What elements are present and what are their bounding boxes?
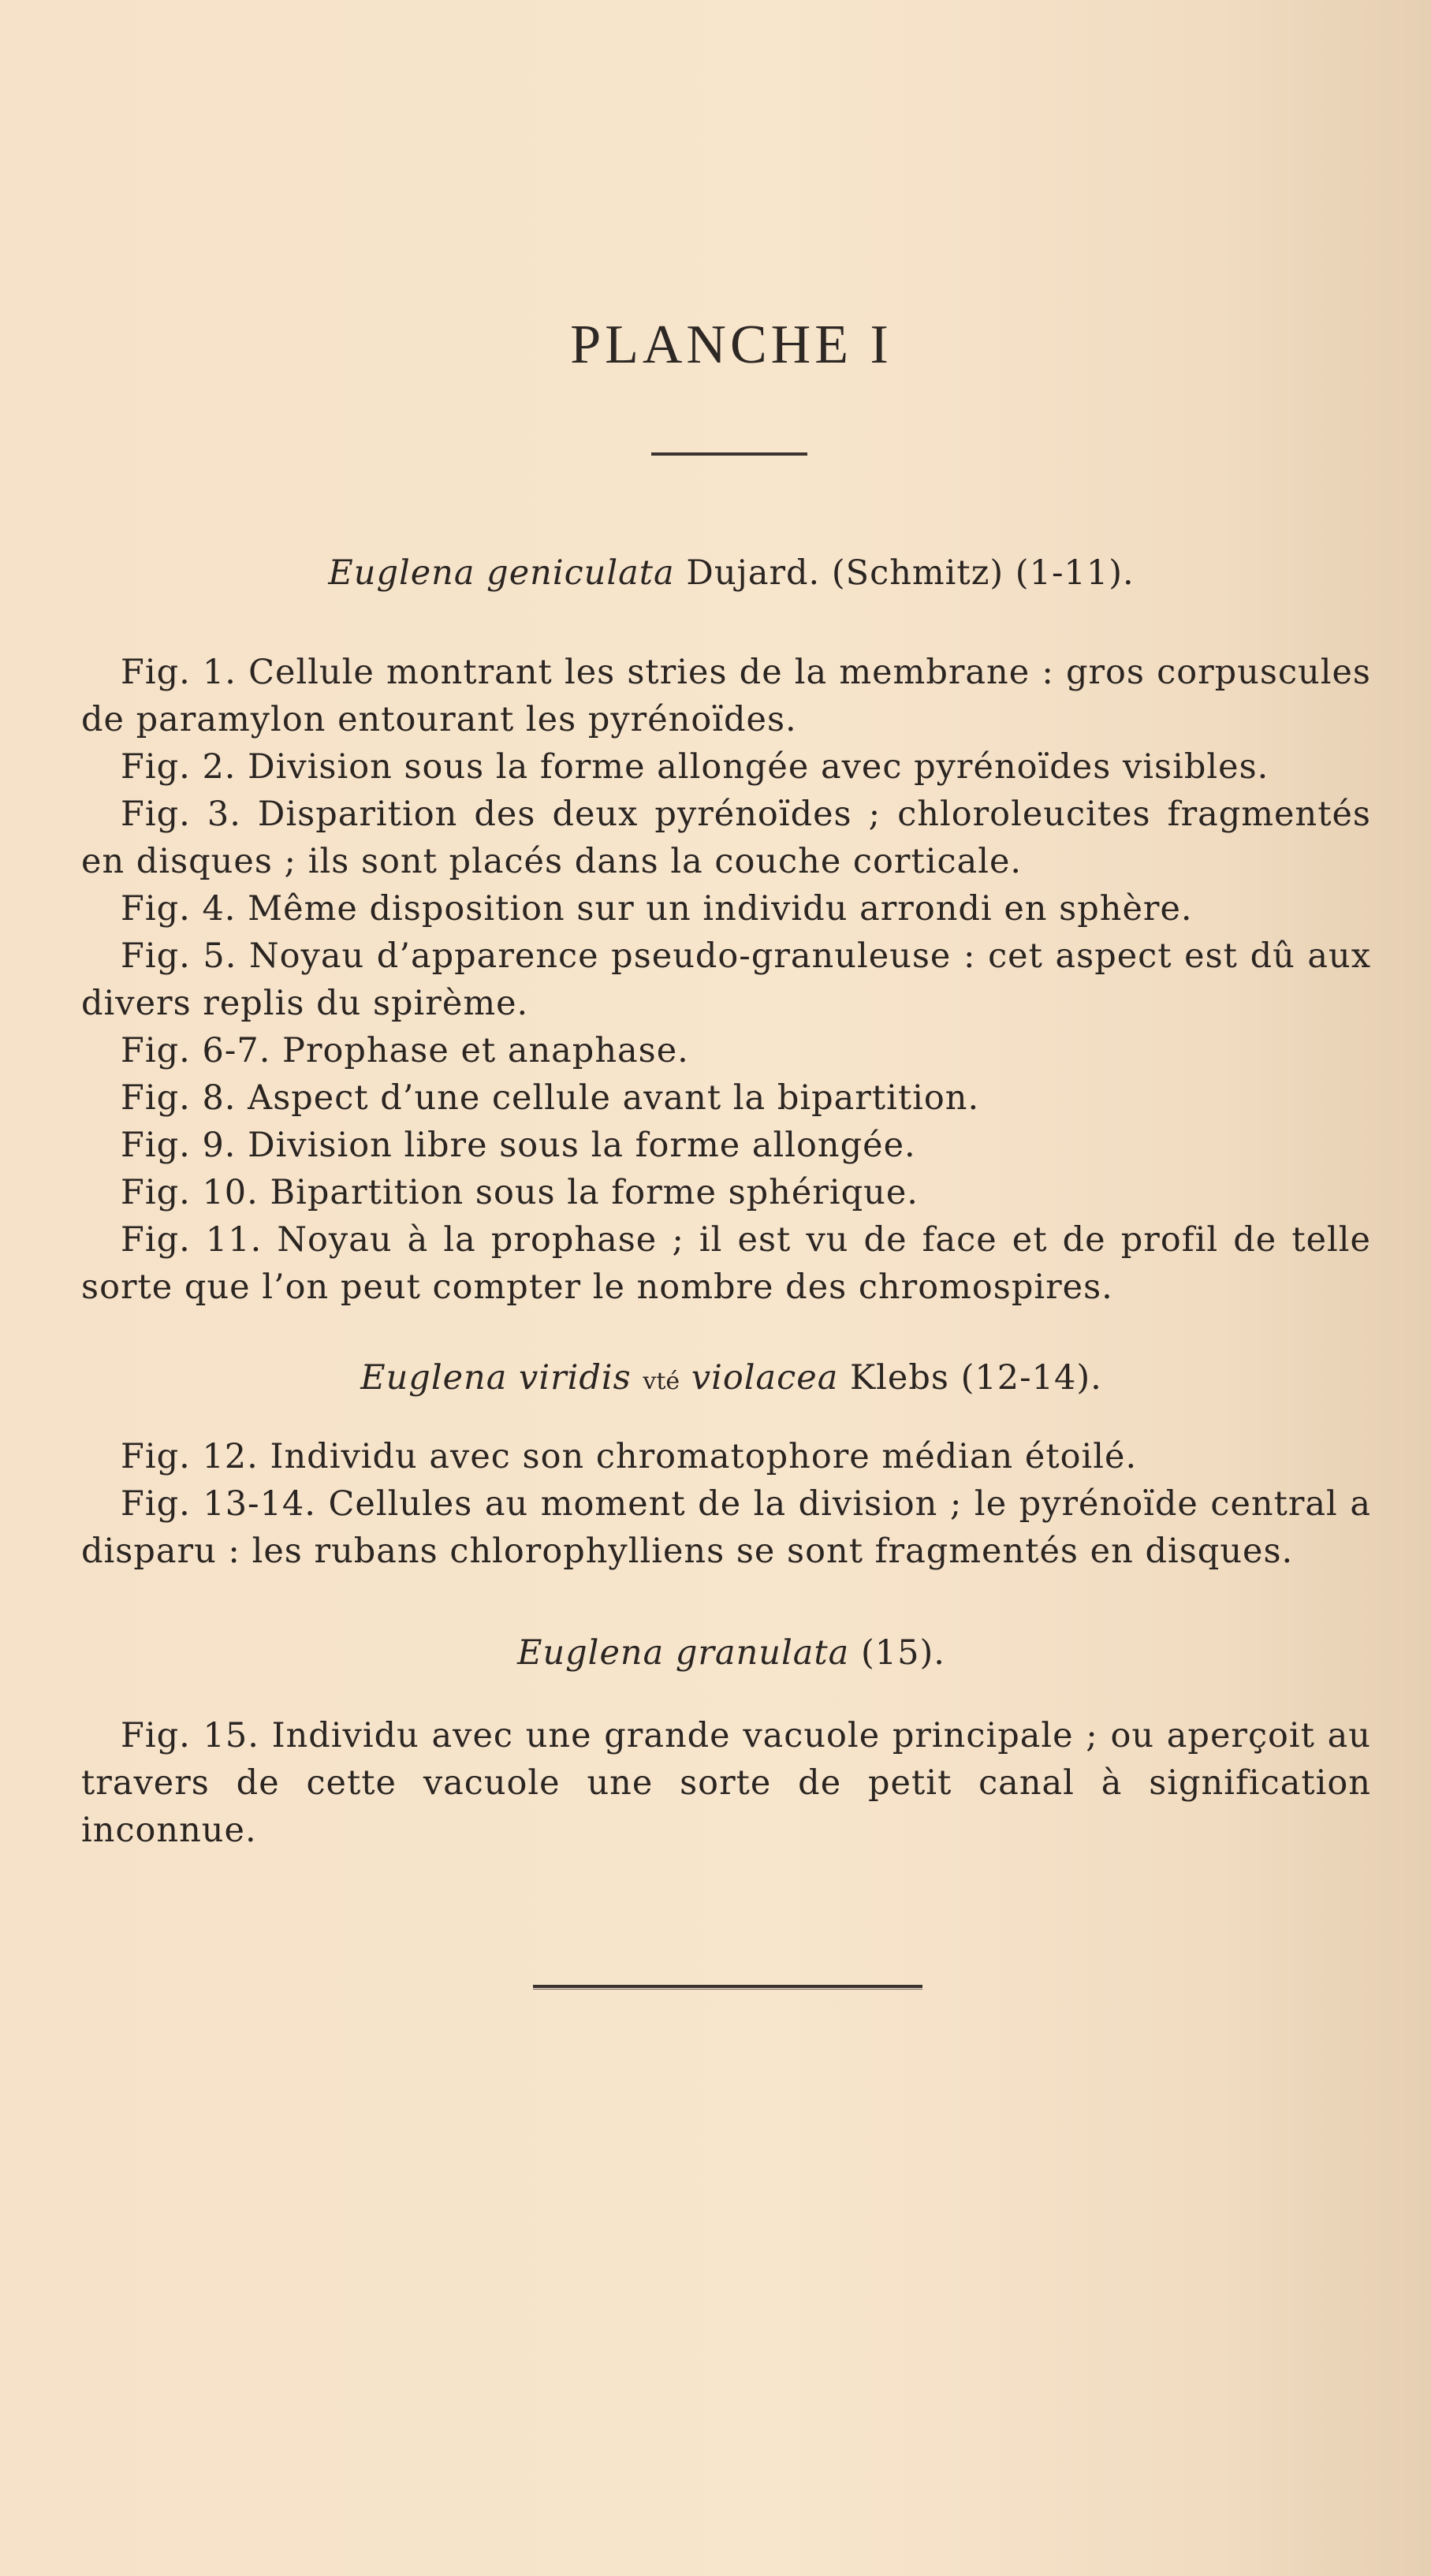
variety-abbrev: vté [643,1368,680,1395]
page-title: PLANCHE I [570,315,893,375]
variety-name: violacea [691,1358,839,1398]
caption-line: divers replis du spirème. [81,984,529,1023]
caption-line: Fig. 6-7. Prophase et anaphase. [121,1031,689,1070]
species-name: Euglena geniculata [328,553,675,593]
caption-line: en disques ; ils sont placés dans la couche corticale. [81,842,1023,881]
caption-line: Fig. 1. Cellule montrant les stries de la membrane : gros corpuscules [121,653,1371,692]
end-rule [533,1985,922,1990]
species-heading-1 [0,553,1431,593]
species-authority: Dujard. (Schmitz) (1-11). [674,553,1135,593]
species-name: Euglena viridis [360,1358,632,1398]
caption-line: disparu : les rubans chlorophylliens se sont fragmentés en disques. [81,1532,1294,1571]
figure-captions-2 [81,1433,1371,1575]
species-heading-2 [0,1358,1431,1398]
caption-line: Fig. 8. Aspect d’une cellule avant la bipartition. [121,1078,980,1118]
caption-line: Fig. 11. Noyau à la prophase ; il est vu de face et de profil de telle [121,1220,1371,1260]
species-authority: Klebs (12-14). [838,1358,1102,1398]
caption-line: Fig. 10. Bipartition sous la forme sphérique. [121,1173,919,1212]
caption-line: Fig. 5. Noyau d’apparence pseudo-granuleuse : cet aspect est dû aux [121,936,1371,976]
caption-line: Fig. 12. Individu avec son chromatophore médian étoilé. [121,1437,1138,1476]
caption-line: Fig. 13-14. Cellules au moment de la division ; le pyrénoïde central a [121,1484,1371,1524]
species-heading-3 [0,1633,1431,1673]
species-name: Euglena granulata [517,1633,850,1673]
caption-line: Fig. 15. Individu avec une grande vacuole principale ; ou aperçoit au [121,1716,1371,1755]
caption-line: de paramylon entourant les pyrénoïdes. [81,700,797,739]
caption-line: Fig. 9. Division libre sous la forme allongée. [121,1126,916,1165]
caption-line: sorte que l’on peut compter le nombre des chromospires. [81,1268,1113,1307]
caption-line: Fig. 3. Disparition des deux pyrénoïdes ; chloroleucites fragmentés [121,795,1371,834]
caption-line: Fig. 4. Même disposition sur un individu arrondi en sphère. [121,889,1193,929]
caption-line: Fig. 2. Division sous la forme allongée avec pyrénoïdes visibles. [121,747,1269,787]
caption-line: inconnue. [81,1811,257,1850]
title-rule [651,452,807,456]
caption-line: travers de cette vacuole une sorte de petit canal à signification [81,1763,1371,1803]
figure-captions-1 [81,649,1371,1311]
species-authority: (15). [849,1633,945,1673]
figure-captions-3 [81,1712,1371,1854]
